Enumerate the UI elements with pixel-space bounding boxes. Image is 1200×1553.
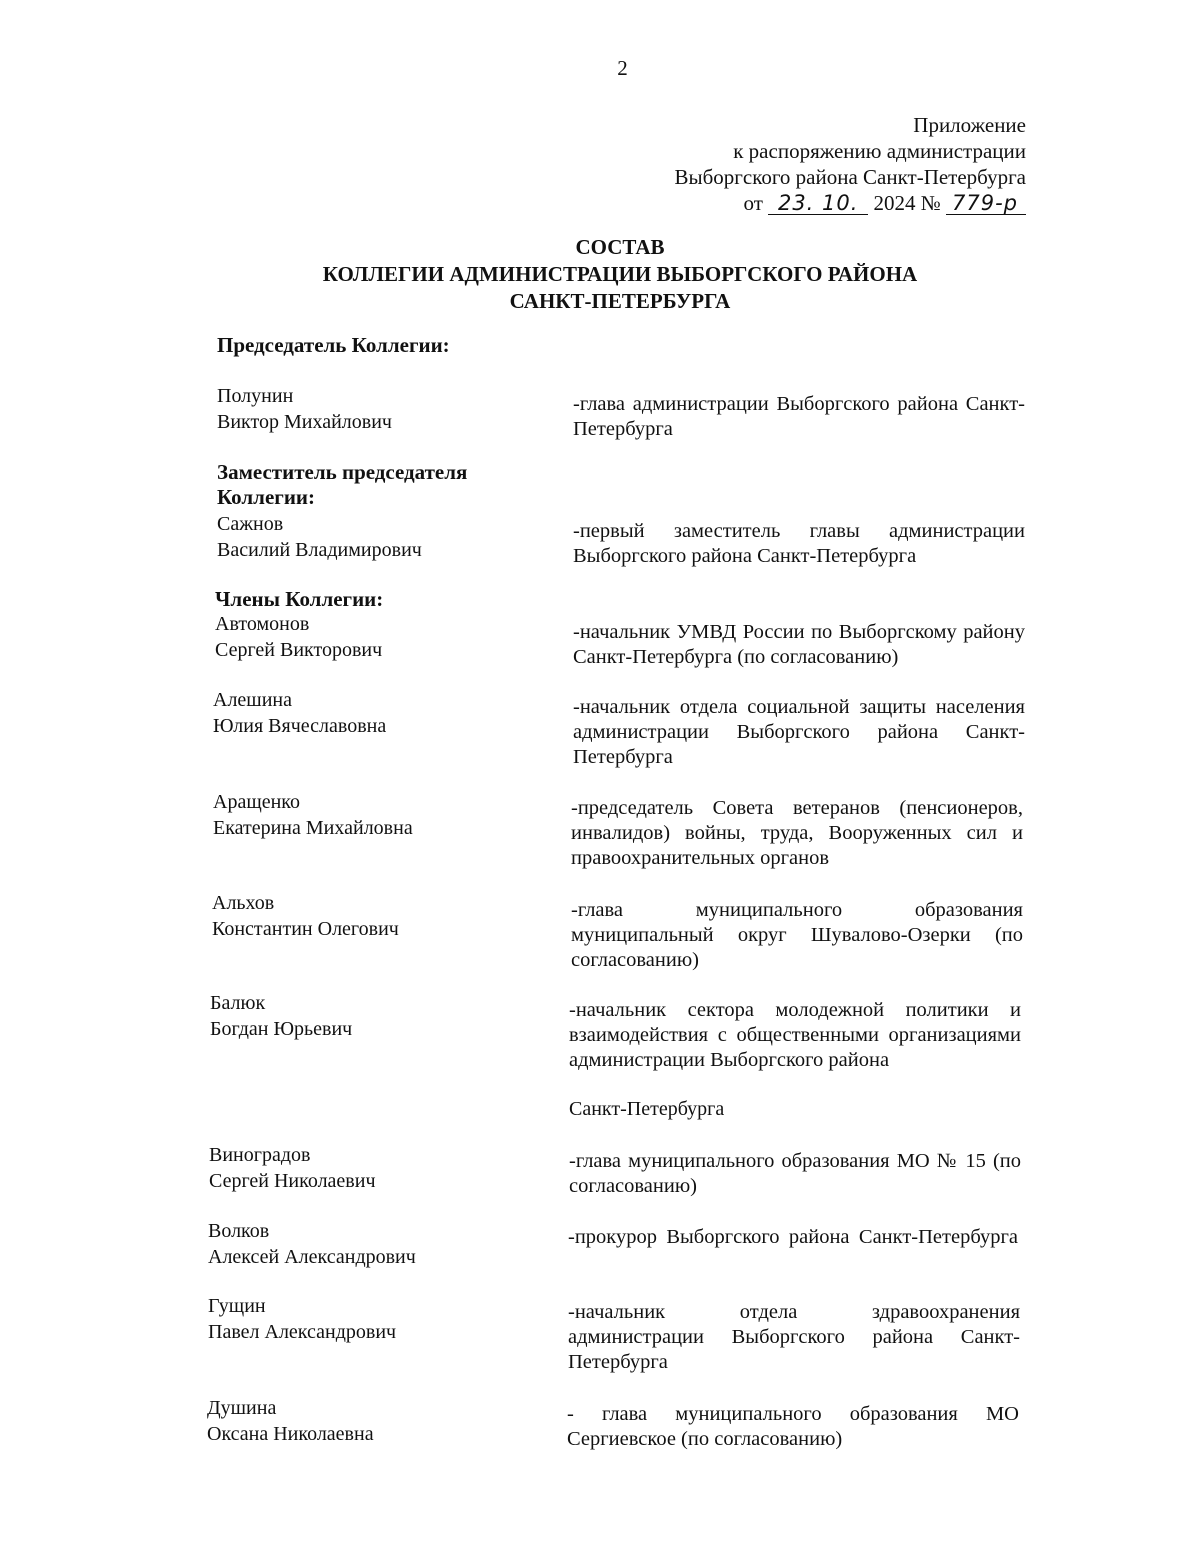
member-name (213, 687, 386, 739)
title-line-3: САНКТ-ПЕТЕРБУРГА (509, 289, 731, 313)
appendix-header (674, 112, 1026, 216)
member-name (212, 890, 399, 942)
year-number-label: 2024 № (873, 191, 941, 215)
member-name (208, 1293, 396, 1345)
member-given-names: Василий Владимирович (217, 539, 422, 561)
section-members: Члены Коллегии: (215, 587, 384, 611)
section-deputy-line-1: Заместитель председателя (217, 460, 468, 484)
member-position: - глава муниципального образования МО Сергиевское (по согласованию) (567, 1403, 1019, 1450)
appendix-line-1: Приложение (913, 113, 1026, 137)
member-position: -председатель Совета ветеранов (пенсионеров, инвалидов) войны, труда, Вооруженных сил и правоохранительных органов (571, 797, 1023, 869)
member-name (207, 1395, 374, 1447)
member-position: -начальник отдела здравоохранения администрации Выборгского района Санкт-Петербурга (568, 1301, 1020, 1373)
member-given-names: Сергей Викторович (215, 639, 383, 661)
member-given-names: Сергей Николаевич (209, 1170, 376, 1192)
handwritten-date: 23. 10. (768, 192, 868, 215)
member-surname: Альхов (212, 892, 275, 914)
appendix-date-line (674, 190, 1026, 216)
member-position: -глава муниципального образования муниципальный округ Шувалово-Озерки (по согласованию) (571, 899, 1023, 971)
member-given-names: Оксана Николаевна (207, 1423, 374, 1445)
member-position: -прокурор Выборгского района Санкт-Петербурга (568, 1226, 1018, 1248)
member-position: -глава муниципального образования МО № 15 (по согласованию) (569, 1150, 1021, 1197)
appendix-line-3: Выборгского района Санкт-Петербурга (674, 165, 1026, 189)
member-surname: Балюк (210, 992, 266, 1014)
member-given-names: Богдан Юрьевич (210, 1018, 353, 1040)
title-line-1: СОСТАВ (575, 235, 665, 259)
member-name (208, 1218, 416, 1270)
member-given-names: Павел Александрович (208, 1321, 397, 1343)
member-surname: Виноградов (209, 1144, 311, 1166)
member-name (215, 611, 382, 663)
member-position: -глава администрации Выборгского района Санкт-Петербурга (573, 393, 1025, 440)
member-position: -начальник сектора молодежной политики и взаимодействия с общественными организациями администрации Выборгского района (569, 999, 1021, 1071)
date-prefix: от (743, 191, 763, 215)
handwritten-number: 779-р (946, 192, 1026, 215)
member-surname: Алешина (213, 689, 292, 711)
member-given-names: Виктор Михайлович (217, 411, 392, 433)
member-name (217, 511, 422, 563)
section-chairman: Председатель Коллегии: (217, 333, 450, 357)
page-number: 2 (617, 56, 628, 80)
appendix-line-2: к распоряжению администрации (733, 139, 1026, 163)
member-name (210, 990, 352, 1042)
member-given-names: Екатерина Михайловна (213, 817, 413, 839)
member-surname: Аращенко (213, 791, 301, 813)
member-name (209, 1142, 376, 1194)
section-deputy-line-2: Коллегии: (217, 485, 316, 509)
member-surname: Автомонов (215, 613, 310, 635)
member-position: -первый заместитель главы администрации Выборгского района Санкт-Петербурга (573, 520, 1025, 567)
member-given-names: Алексей Александрович (208, 1246, 416, 1268)
document-title (0, 234, 1200, 315)
section-deputy (217, 460, 467, 510)
member-surname: Душина (207, 1397, 277, 1419)
member-position-extra: Санкт-Петербурга (569, 1098, 725, 1120)
member-name (217, 383, 392, 435)
member-given-names: Юлия Вячеславовна (213, 715, 387, 737)
member-position: -начальник УМВД России по Выборгскому району Санкт-Петербурга (по согласованию) (573, 621, 1025, 668)
member-position: -начальник отдела социальной защиты населения администрации Выборгского района Санкт-Петербурга (573, 696, 1025, 768)
member-surname: Сажнов (217, 513, 284, 535)
member-name (213, 789, 413, 841)
member-surname: Гущин (208, 1295, 266, 1317)
member-surname: Полунин (217, 385, 294, 407)
member-surname: Волков (208, 1220, 270, 1242)
title-line-2: КОЛЛЕГИИ АДМИНИСТРАЦИИ ВЫБОРГСКОГО РАЙОНА (322, 262, 918, 286)
member-given-names: Константин Олегович (212, 918, 399, 940)
